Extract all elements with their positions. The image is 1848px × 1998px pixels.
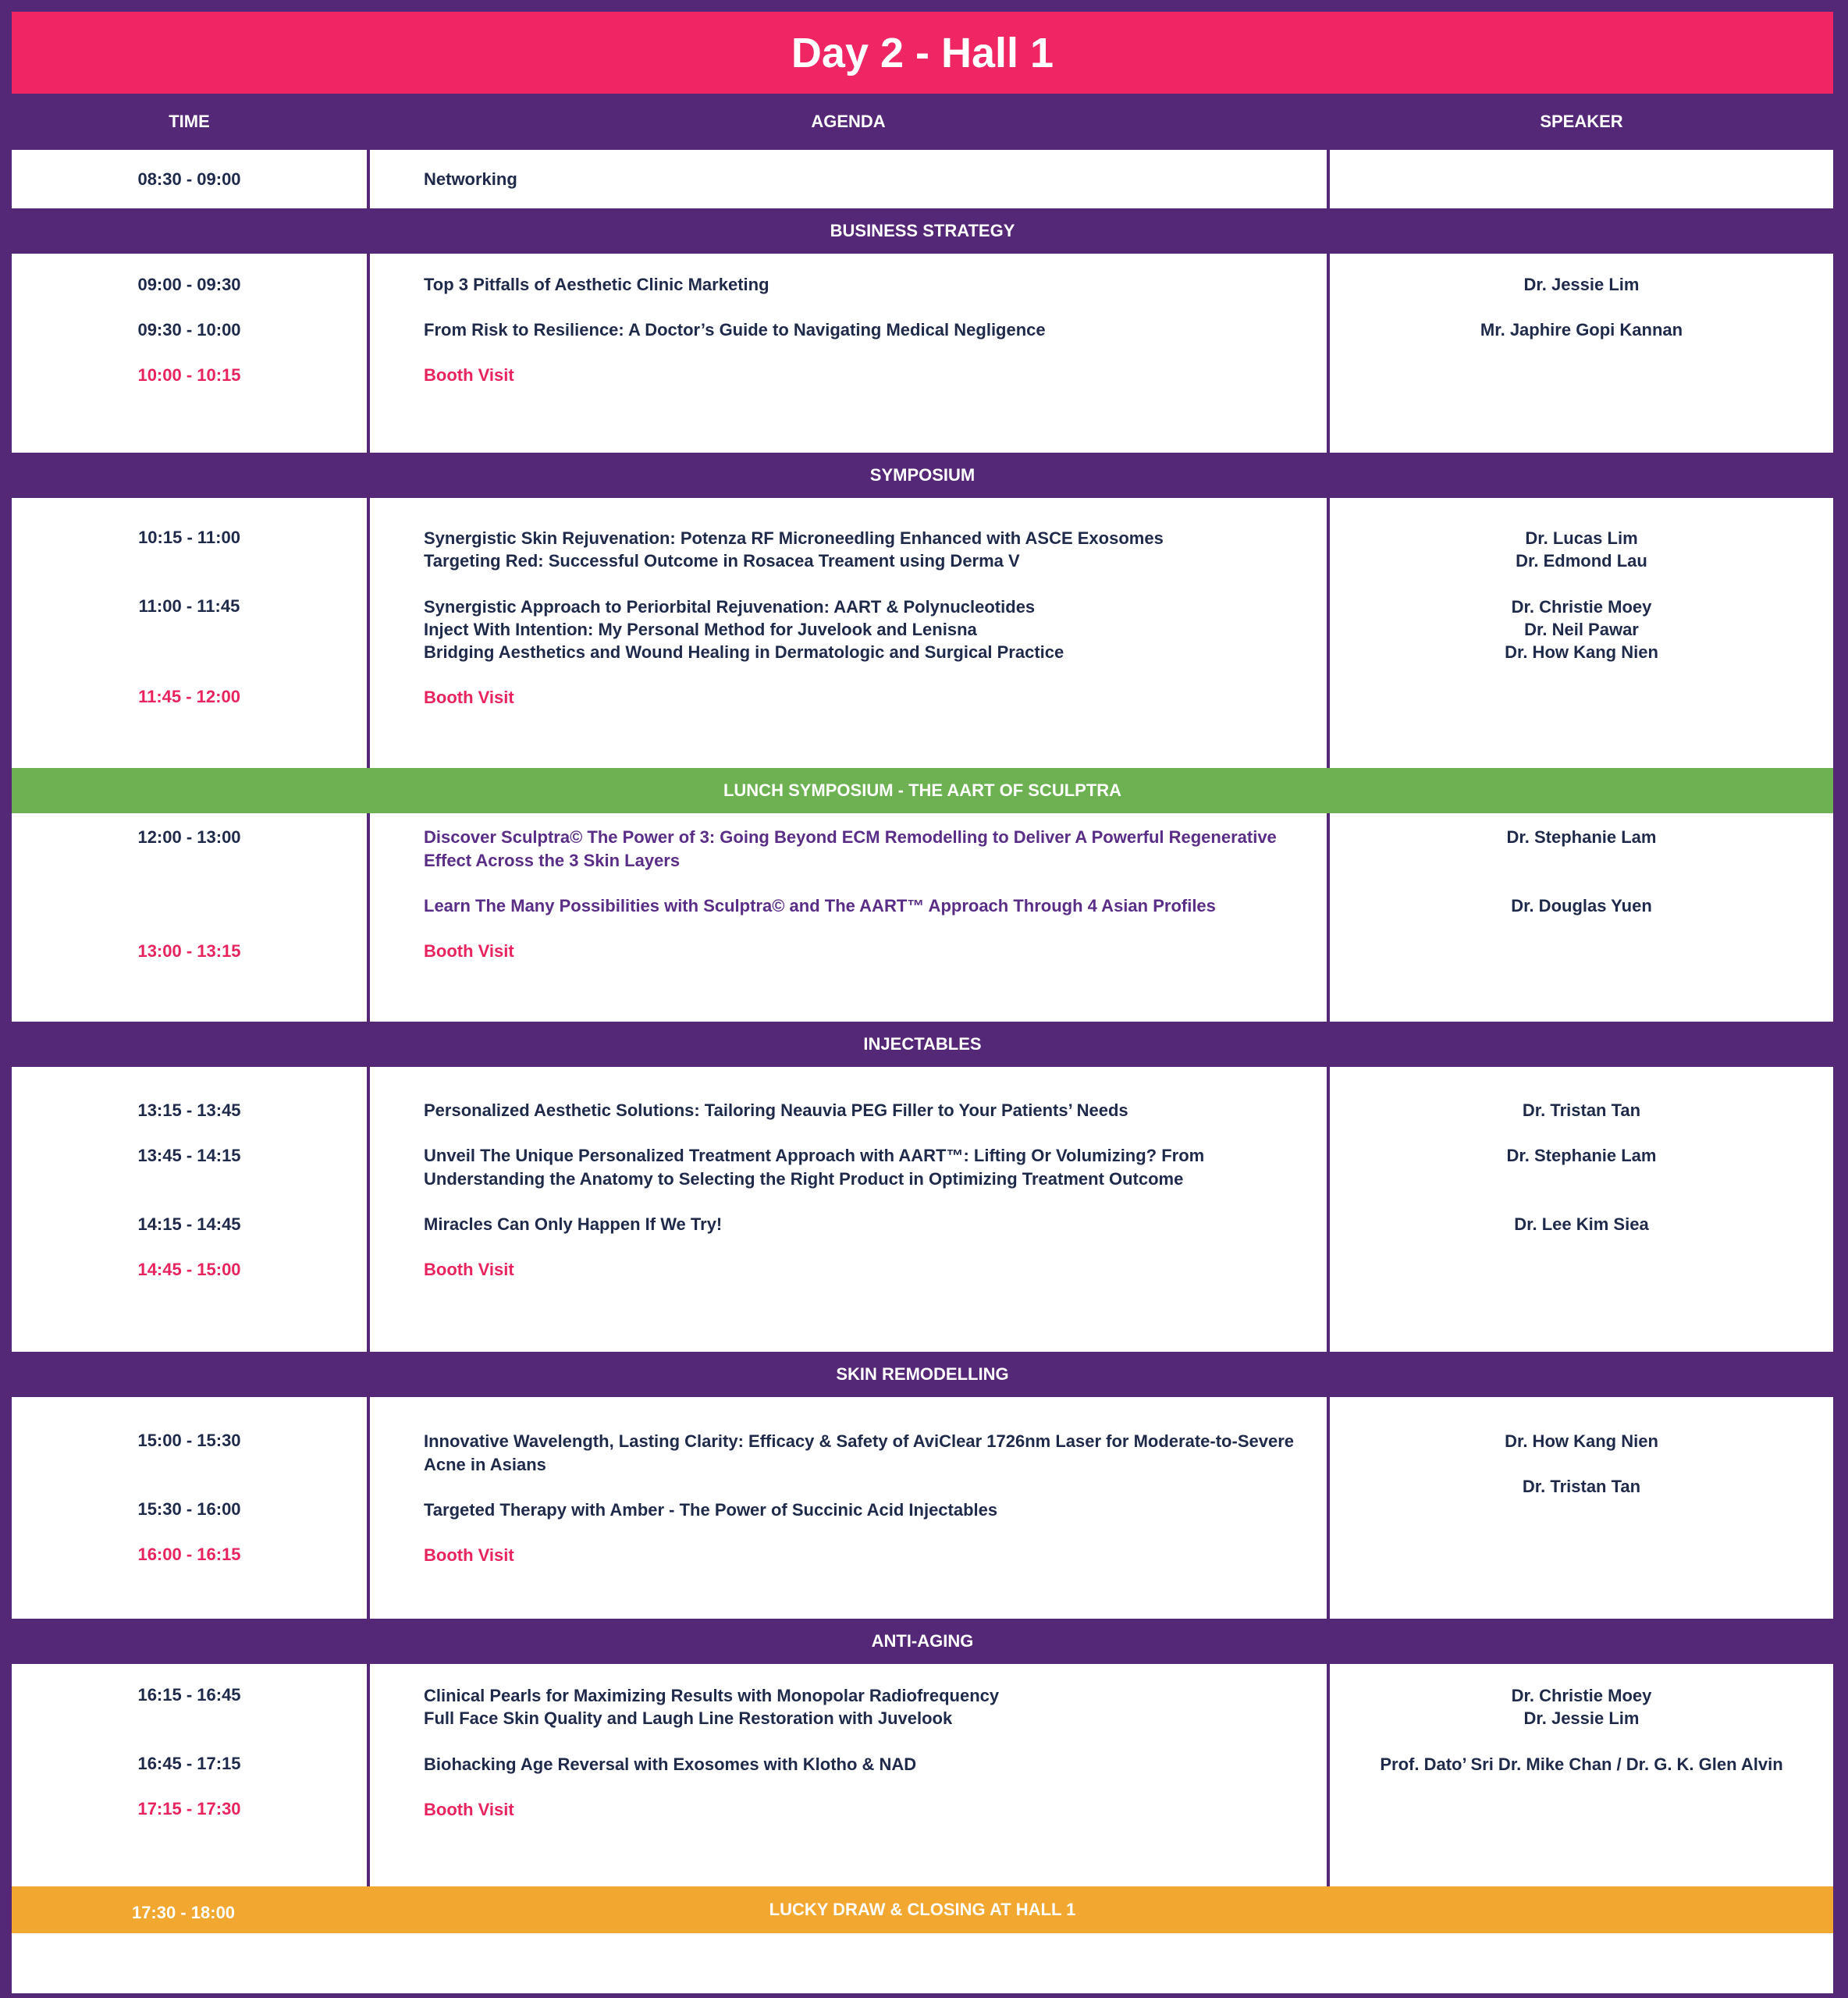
session-title: Miracles Can Only Happen If We Try! [424,1214,723,1234]
booth-visit-label: Booth Visit [424,1260,514,1279]
agenda-column-header: AGENDA [811,112,886,131]
speaker-name: Mr. Japhire Gopi Kannan [1480,320,1683,340]
session-time: 13:45 - 14:15 [137,1146,241,1165]
booth-visit-time: 10:00 - 10:15 [137,365,241,385]
session-title: Inject With Intention: My Personal Method for Juvelook and Lenisna [424,620,977,639]
closing-label: LUCKY DRAW & CLOSING AT HALL 1 [769,1900,1076,1919]
business-strategy-block [12,254,1833,453]
session-time: 16:45 - 17:15 [137,1754,241,1773]
booth-visit-time: 11:45 - 12:00 [138,687,240,706]
booth-visit-label: Booth Visit [424,688,514,707]
booth-visit-time: 16:00 - 16:15 [137,1545,241,1564]
session-time: 12:00 - 13:00 [137,827,241,847]
speaker-cell [1330,150,1833,208]
session-time: 15:30 - 16:00 [137,1499,241,1519]
speaker-column-header: SPEAKER [1540,112,1623,131]
session-title: Targeting Red: Successful Outcome in Rosacea Treament using Derma V [424,551,1020,571]
session-time: 09:30 - 10:00 [137,320,241,340]
session-title: Top 3 Pitfalls of Aesthetic Clinic Marketing [424,275,769,294]
networking-block [12,150,1833,208]
session-time: 08:30 - 09:00 [137,169,241,189]
speaker-name: Dr. Douglas Yuen [1511,896,1652,915]
session-title: Biohacking Age Reversal with Exosomes with Klotho & NAD [424,1754,917,1774]
session-title: Synergistic Approach to Periorbital Rejuvenation: AART & Polynucleotides [424,597,1036,617]
session-title: From Risk to Resilience: A Doctor’s Guide to Navigating Medical Negligence [424,320,1046,340]
session-title: Targeted Therapy with Amber - The Power of Succinic Acid Injectables [424,1500,998,1520]
session-title: Synergistic Skin Rejuvenation: Potenza RF Microneedling Enhanced with ASCE Exosomes [424,528,1164,548]
section-header-lunch-symposium: LUNCH SYMPOSIUM - THE AART OF SCULPTRA [12,768,1833,813]
speaker-name: Prof. Dato’ Sri Dr. Mike Chan / Dr. G. K. Glen Alvin [1380,1754,1783,1774]
booth-visit-time: 13:00 - 13:15 [137,941,241,961]
section-header-skin-remodelling: SKIN REMODELLING [12,1352,1833,1397]
speaker-name: Dr. How Kang Nien [1505,642,1658,662]
booth-visit-label: Booth Visit [424,1800,514,1819]
speaker-name: Dr. Christie Moey [1511,1686,1652,1705]
session-time: 14:15 - 14:45 [137,1214,241,1234]
speaker-name: Dr. Edmond Lau [1516,551,1647,571]
speaker-name: Dr. Jessie Lim [1523,1708,1640,1728]
session-title: Discover Sculptra© The Power of 3: Going Beyond ECM Remodelling to Deliver A Powerful Regenerative Effect Across the 3 Skin Layers [424,827,1277,870]
session-time: 16:15 - 16:45 [137,1685,241,1705]
speaker-name: Dr. Lee Kim Siea [1514,1214,1649,1234]
speaker-name: Dr. Stephanie Lam [1506,827,1657,847]
speaker-name: Dr. How Kang Nien [1505,1431,1658,1451]
session-time: 13:15 - 13:45 [137,1100,241,1120]
lunch-symposium-block [12,813,1833,1022]
booth-visit-time: 17:15 - 17:30 [137,1799,241,1818]
booth-visit-time: 14:45 - 15:00 [137,1260,241,1279]
session-title: Bridging Aesthetics and Wound Healing in Dermatologic and Surgical Practice [424,642,1064,662]
session-title: Personalized Aesthetic Solutions: Tailoring Neauvia PEG Filler to Your Patients’ Needs [424,1100,1128,1120]
column-headers [12,94,1833,150]
section-header-injectables: INJECTABLES [12,1022,1833,1067]
session-title: Networking [424,169,517,189]
session-time: 09:00 - 09:30 [137,275,241,294]
speaker-name: Dr. Neil Pawar [1524,620,1639,639]
speaker-name: Dr. Jessie Lim [1523,275,1640,294]
speaker-name: Dr. Tristan Tan [1522,1477,1641,1496]
section-header-anti-aging: ANTI-AGING [12,1619,1833,1664]
injectables-block [12,1067,1833,1352]
session-time: 10:15 - 11:00 [138,528,240,547]
closing-bar [12,1886,1833,1933]
page-title: Day 2 - Hall 1 [12,12,1833,94]
session-time: 15:00 - 15:30 [137,1431,241,1450]
booth-visit-label: Booth Visit [424,1545,514,1565]
session-title: Clinical Pearls for Maximizing Results with Monopolar Radiofrequency [424,1686,1000,1705]
anti-aging-block [12,1664,1833,1886]
session-time: 11:00 - 11:45 [138,596,240,616]
speaker-name: Dr. Christie Moey [1511,597,1652,617]
speaker-name: Dr. Tristan Tan [1522,1100,1641,1120]
session-title: Innovative Wavelength, Lasting Clarity: Efficacy & Safety of AviClear 1726nm Laser for Moderate-to-Severe Acne in Asians [424,1431,1294,1474]
booth-visit-label: Booth Visit [424,941,514,961]
session-title: Unveil The Unique Personalized Treatment Approach with AART™: Lifting Or Volumizing? From Understanding the Anatomy to Selecting the Right Product in Optimizing Treatment Outcome [424,1146,1205,1189]
booth-visit-label: Booth Visit [424,365,514,385]
session-title: Full Face Skin Quality and Laugh Line Restoration with Juvelook [424,1708,953,1728]
section-header-business-strategy: BUSINESS STRATEGY [12,208,1833,254]
symposium-block [12,498,1833,768]
time-column-header: TIME [169,112,210,131]
closing-empty-row [12,1933,1833,1993]
session-title: Learn The Many Possibilities with Sculptra© and The AART™ Approach Through 4 Asian Profiles [424,896,1216,915]
speaker-name: Dr. Lucas Lim [1525,528,1638,548]
speaker-name: Dr. Stephanie Lam [1506,1146,1657,1165]
closing-time: 17:30 - 18:00 [131,1903,236,1922]
section-header-symposium: SYMPOSIUM [12,453,1833,498]
skin-remodelling-block [12,1397,1833,1619]
